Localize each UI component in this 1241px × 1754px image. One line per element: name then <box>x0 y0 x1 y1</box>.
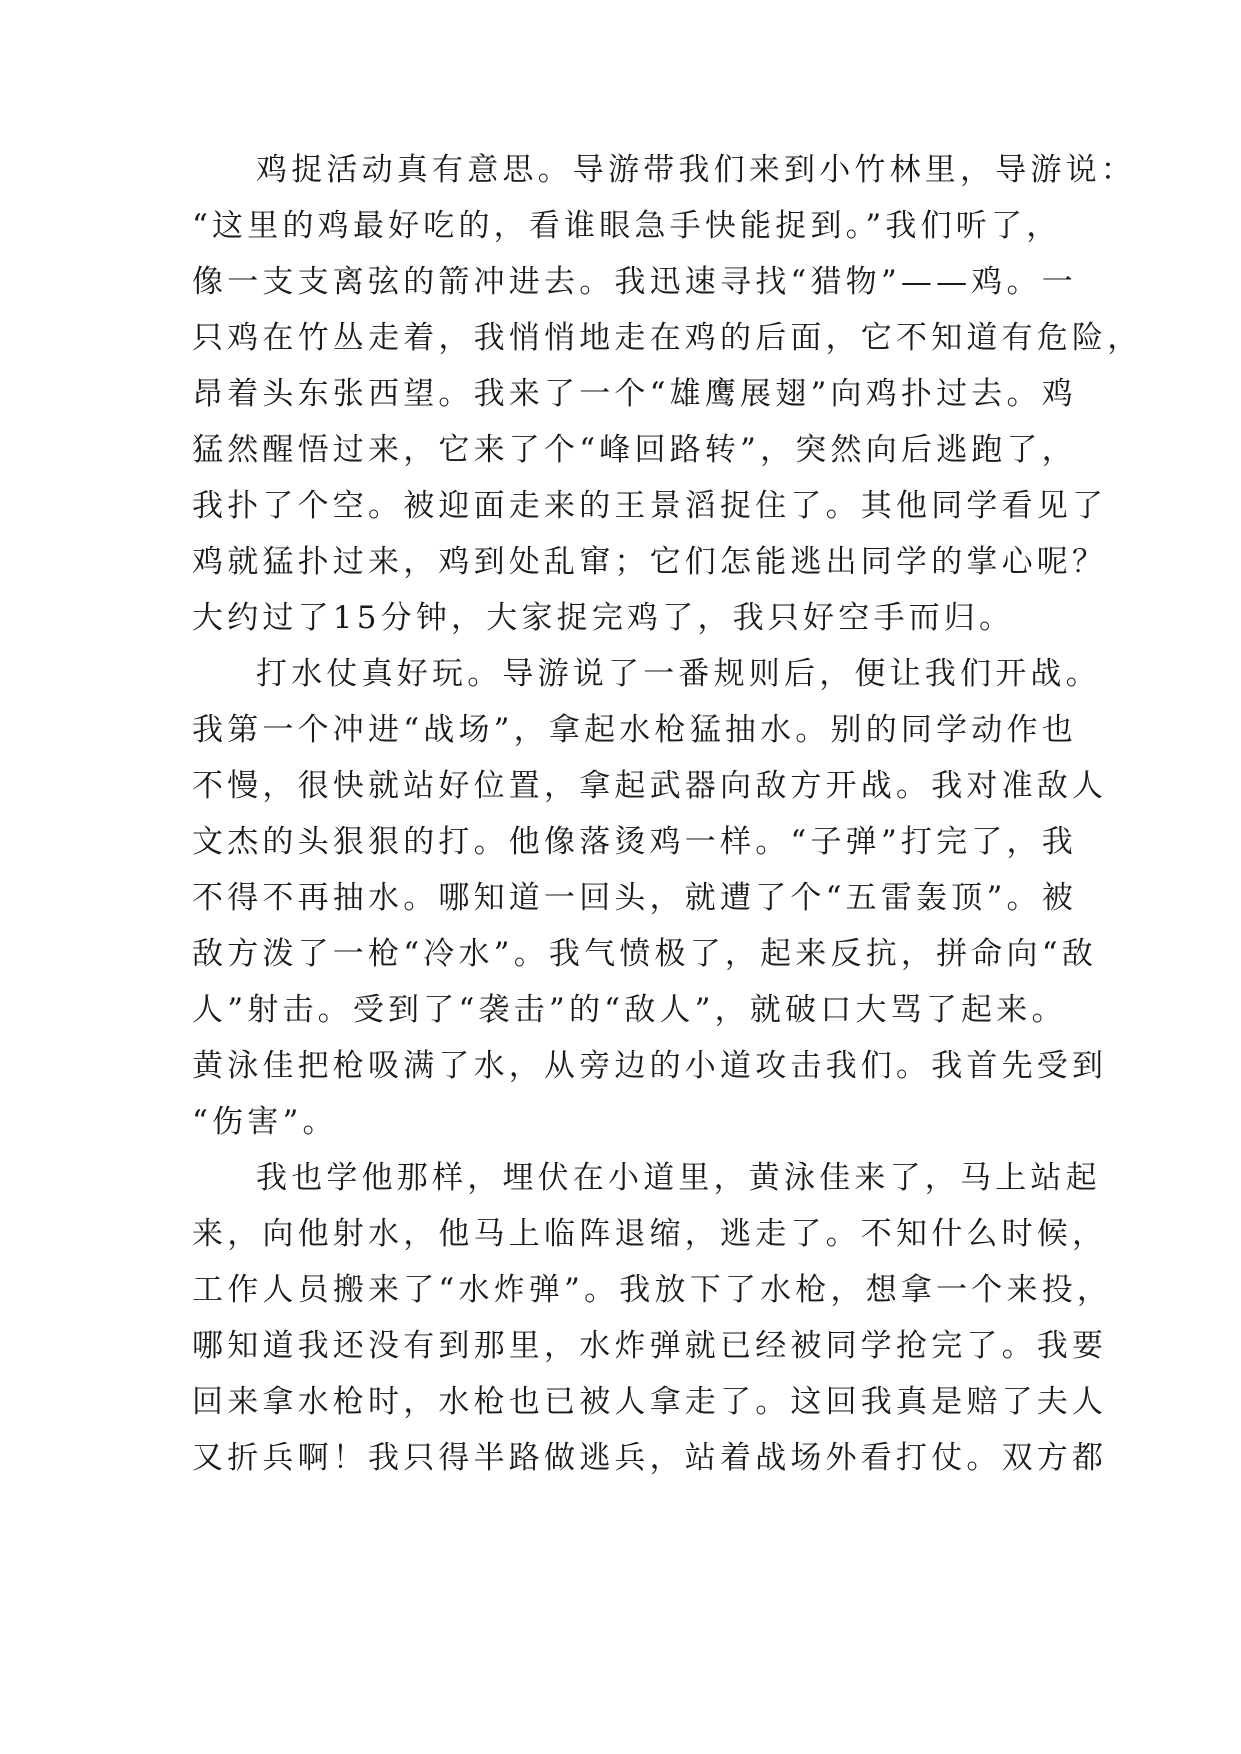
paragraph-1-line-3: 像一支支离弦的箭冲进去。我迅速寻找“猎物”——鸡。一 <box>192 264 1077 300</box>
paragraph-2-line-3: 不慢，很快就站好位置，拿起武器向敌方开战。我对准敌人 <box>192 768 1108 804</box>
paragraph-1-line-4: 只鸡在竹丛走着，我悄悄地走在鸡的后面，它不知道有危险， <box>192 320 1143 356</box>
paragraph-1-line-2: “这里的鸡最好吃的，看谁眼急手快能捉到。”我们听了， <box>192 208 1062 244</box>
paragraph-2-line-9: “伤害”。 <box>192 1104 338 1140</box>
paragraph-3-line-3: 工作人员搬来了“水炸弹”。我放下了水枪，想拿一个来投， <box>192 1272 1113 1308</box>
paragraph-2-line-4: 文杰的头狠狠的打。他像落烫鸡一样。“子弹”打完了，我 <box>192 824 1077 860</box>
paragraph-1-line-8: 鸡就猛扑过来，鸡到处乱窜；它们怎能逃出同学的掌心呢？ <box>192 544 1108 580</box>
paragraph-2-line-6: 敌方泼了一枪“冷水”。我气愤极了，起来反抗，拼命向“敌 <box>192 936 1097 972</box>
paragraph-3-line-5: 回来拿水枪时，水枪也已被人拿走了。这回我真是赔了夫人 <box>192 1384 1108 1420</box>
paragraph-3-line-4: 哪知道我还没有到那里，水炸弹就已经被同学抢完了。我要 <box>192 1328 1108 1364</box>
paragraph-3-line-6: 又折兵啊！我只得半路做逃兵，站着战场外看打仗。双方都 <box>192 1440 1108 1476</box>
paragraph-2-line-2: 我第一个冲进“战场”，拿起水枪猛抽水。别的同学动作也 <box>192 712 1077 748</box>
paragraph-1-line-6: 猛然醒悟过来，它来了个“峰回路转”，突然向后逃跑了， <box>192 432 1077 468</box>
paragraph-2-line-1: 打水仗真好玩。导游说了一番规则后，便让我们开战。 <box>256 656 1101 692</box>
paragraph-3-line-2: 来，向他射水，他马上临阵退缩，逃走了。不知什么时候， <box>192 1216 1108 1252</box>
paragraph-1-line-5: 昂着头东张西望。我来了一个“雄鹰展翅”向鸡扑过去。鸡 <box>192 376 1077 412</box>
paragraph-1-line-1: 鸡捉活动真有意思。导游带我们来到小竹林里，导游说： <box>256 152 1136 188</box>
paragraph-2-line-7: 人”射击。受到了“袭击”的“敌人”，就破口大骂了起来。 <box>192 992 1067 1028</box>
paragraph-1-line-7: 我扑了个空。被迎面走来的王景滔捉住了。其他同学看见了 <box>192 488 1108 524</box>
paragraph-1-line-9: 大约过了15分钟，大家捉完鸡了，我只好空手而归。 <box>192 600 1015 636</box>
paragraph-2-line-5: 不得不再抽水。哪知道一回头，就遭了个“五雷轰顶”。被 <box>192 880 1077 916</box>
paragraph-3-line-1: 我也学他那样，埋伏在小道里，黄泳佳来了，马上站起 <box>256 1160 1101 1196</box>
paragraph-2-line-8: 黄泳佳把枪吸满了水，从旁边的小道攻击我们。我首先受到 <box>192 1048 1108 1084</box>
